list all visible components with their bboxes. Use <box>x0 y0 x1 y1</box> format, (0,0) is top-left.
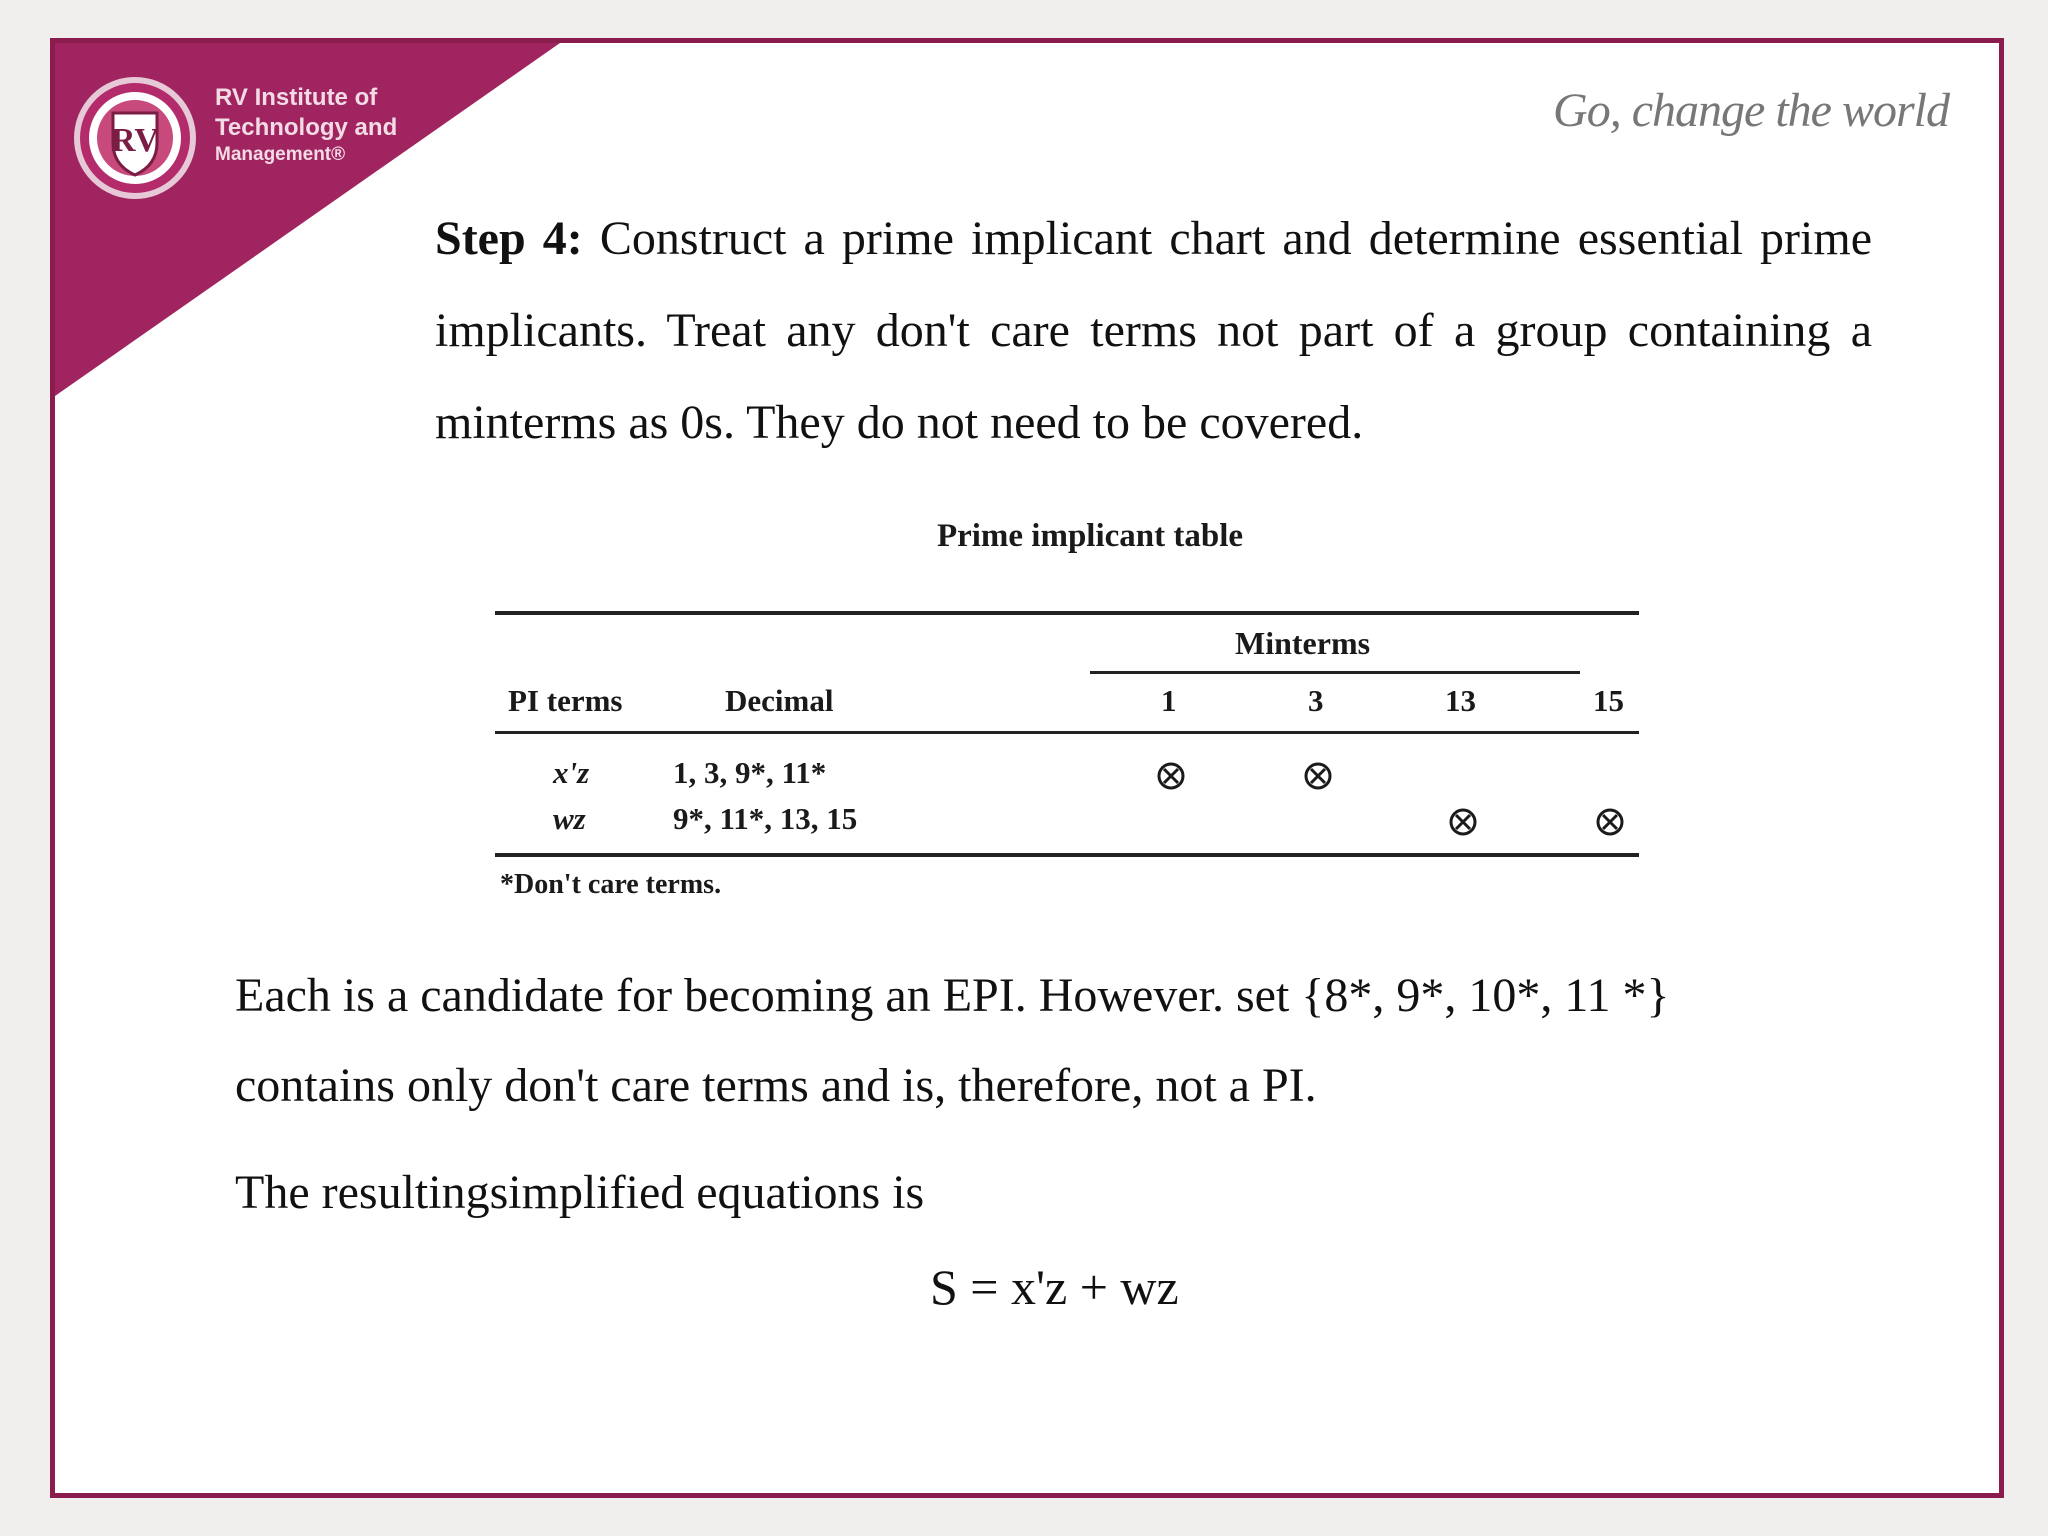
col-minterm-1: 1 <box>1161 683 1177 718</box>
step-text: Construct a prime implicant chart and determine essential prime implicants. Treat any don't care terms not part of a group containing a minterms as 0s. They do not need to be covered. <box>435 212 1873 449</box>
pi-term: wz <box>553 801 586 836</box>
table-bottom-rule <box>495 853 1639 857</box>
minterms-header: Minterms <box>1235 625 1371 661</box>
tagline: Go, change the world <box>1553 84 1949 137</box>
cover-mark-icon <box>1156 761 1186 791</box>
pi-term: x'z <box>553 755 590 790</box>
institute-line: Technology and <box>215 114 398 141</box>
col-minterm-13: 13 <box>1445 683 1476 718</box>
col-minterm-15: 15 <box>1593 683 1624 718</box>
table-title: Prime implicant table <box>936 518 1244 554</box>
col-decimal: Decimal <box>725 683 834 718</box>
table-footnote: *Don't care terms. <box>500 869 722 900</box>
header-rule <box>495 731 1639 734</box>
col-pi-terms: PI terms <box>508 683 623 718</box>
decimal-value: 1, 3, 9*, 11* <box>673 755 827 790</box>
institute-line: RV Institute of <box>215 84 378 111</box>
table-top-rule <box>495 611 1639 615</box>
cover-mark-icon <box>1595 807 1625 837</box>
step-label: Step 4: <box>435 212 583 265</box>
cover-mark-icon <box>1303 761 1333 791</box>
decimal-value: 9*, 11*, 13, 15 <box>673 801 858 836</box>
minterms-rule <box>1090 671 1580 674</box>
prime-implicant-table <box>495 513 1645 900</box>
institute-line: Management® <box>215 144 346 165</box>
cover-mark-icon <box>1448 807 1478 837</box>
step-paragraph <box>435 193 1872 469</box>
col-minterm-3: 3 <box>1308 683 1324 718</box>
body-line: The resultingsimplified equations is <box>235 1166 925 1219</box>
body-line: contains only don't care terms and is, therefore, not a PI. <box>235 1059 1317 1112</box>
equation: S = x'z + wz <box>930 1259 1179 1315</box>
institute-name <box>215 83 397 167</box>
logo-initials: RV <box>111 122 159 159</box>
slide <box>50 38 2004 1498</box>
body-line: Each is a candidate for becoming an EPI. However. set {8*, 9*, 10*, 11 *} <box>235 969 1670 1022</box>
